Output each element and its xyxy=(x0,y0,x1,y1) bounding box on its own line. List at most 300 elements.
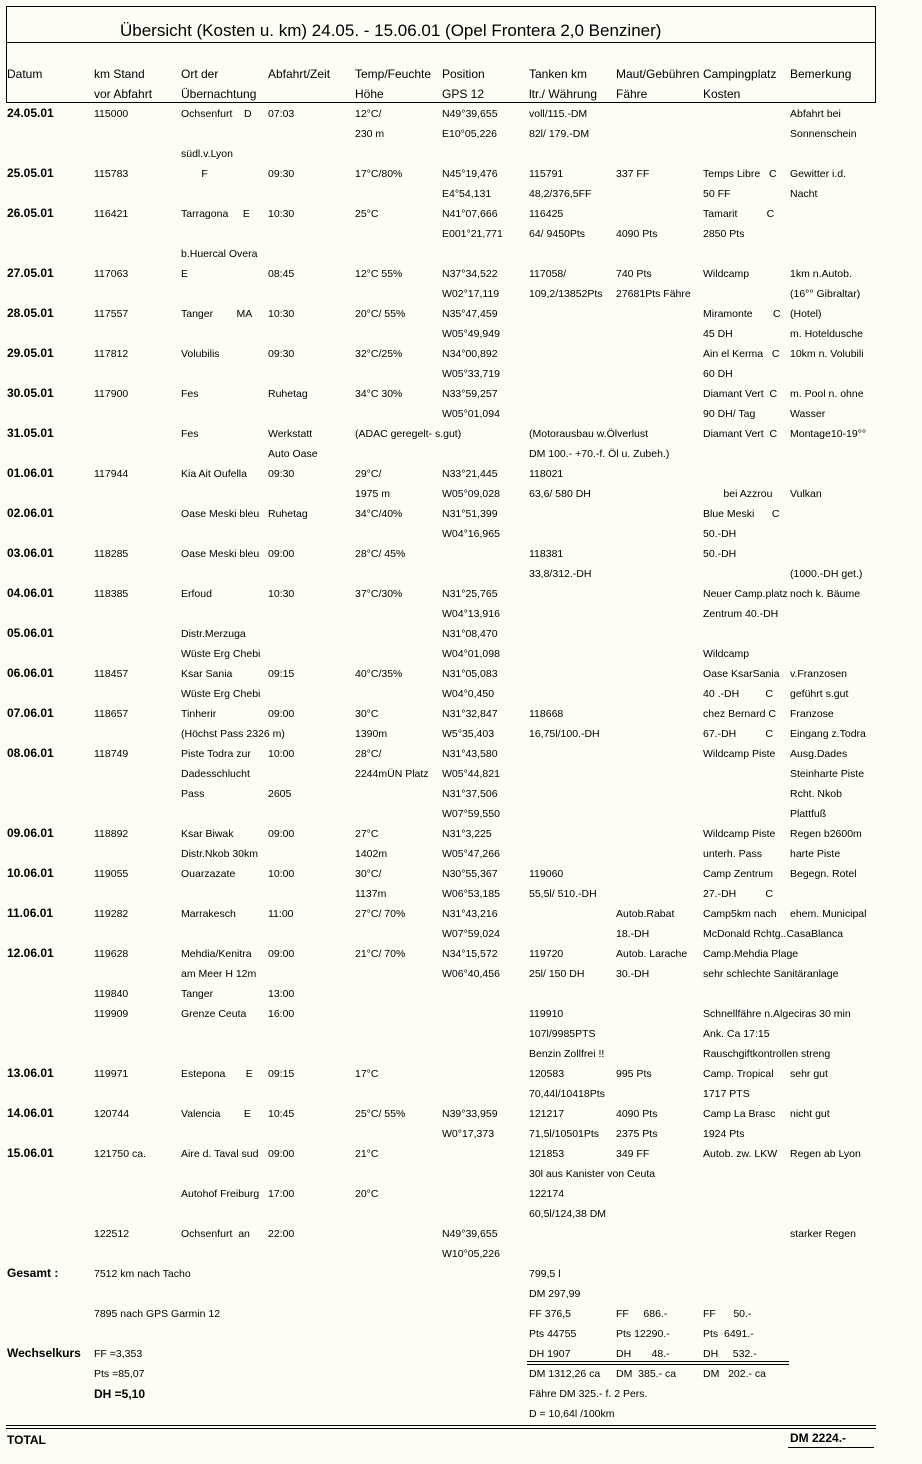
cell-fuel: 119060 xyxy=(529,868,564,880)
cell-temp: 25°C xyxy=(355,208,379,220)
cell-time: 07:03 xyxy=(268,108,295,120)
cell-km: FF =3,353 xyxy=(94,1348,143,1360)
cell-temp: 34°C/40% xyxy=(355,508,403,520)
cell-remark: Montage10-19°° xyxy=(790,428,867,440)
cell-camp: 67.-DH C xyxy=(703,728,774,740)
cell-fuel: 121217 xyxy=(529,1108,565,1120)
row-label: 07.06.01 xyxy=(7,706,54,720)
header-temp-l1: Temp/Feuchte xyxy=(355,67,432,81)
header-time-l1: Abfahrt/Zeit xyxy=(268,67,331,81)
header-fuel-l2: ltr./ Währung xyxy=(529,87,598,101)
cell-remark: Regen ab Lyon xyxy=(790,1148,861,1160)
total-value: DM 2224.- xyxy=(790,1431,847,1445)
cell-time: 22:00 xyxy=(268,1228,295,1240)
cell-place: Grenze Ceuta xyxy=(181,1008,247,1020)
cell-camp: FF 50.- xyxy=(703,1308,752,1320)
cell-camp: chez Bernard C xyxy=(703,708,776,720)
cell-remark: 1km n.Autob. xyxy=(790,268,852,280)
cell-place: Valencia E xyxy=(181,1108,251,1120)
cell-km: 122512 xyxy=(94,1228,130,1240)
cell-place: Dadesschlucht xyxy=(181,768,250,780)
cell-position: W04°0,450 xyxy=(442,688,495,700)
cell-remark: v.Franzosen xyxy=(790,668,847,680)
row-label: 31.05.01 xyxy=(7,426,54,440)
cell-place: südl.v.Lyon xyxy=(181,148,233,160)
cell-camp: 50.-DH xyxy=(703,548,737,560)
cell-fuel: 109,2/13852Pts xyxy=(529,288,603,300)
cell-fuel: 63,6/ 580 DH xyxy=(529,488,591,500)
cell-remark: Sonnenschein xyxy=(790,128,857,140)
cell-camp: Zentrum 40.-DH xyxy=(703,608,779,620)
cell-camp: Camp Zentrum xyxy=(703,868,774,880)
cell-camp: 1717 PTS xyxy=(703,1088,750,1100)
cell-place: Ksar Biwak xyxy=(181,828,234,840)
cell-camp: Rauschgiftkontrollen streng xyxy=(703,1048,831,1060)
cell-fuel: 33,8/312.-DH xyxy=(529,568,592,580)
cell-camp: DM 202.- ca xyxy=(703,1368,767,1380)
title-divider xyxy=(6,42,876,43)
cell-camp: Wildcamp xyxy=(703,648,750,660)
cell-toll: 27681Pts Fähre xyxy=(616,288,691,300)
cell-remark: noch k. Bäume xyxy=(790,588,861,600)
cell-km: 119055 xyxy=(94,868,129,880)
cell-place: Estepona E xyxy=(181,1068,253,1080)
row-label: 11.06.01 xyxy=(7,906,54,920)
cell-place: Aire d. Taval sud xyxy=(181,1148,259,1160)
cell-km: 121750 ca. xyxy=(94,1148,146,1160)
cell-time: Auto Oase xyxy=(268,448,318,460)
cell-km: DH =5,10 xyxy=(94,1387,146,1401)
cell-position: W05°01,094 xyxy=(442,408,500,420)
cell-remark: Regen b2600m xyxy=(790,828,862,840)
cell-toll: 349 FF xyxy=(616,1148,650,1160)
cell-km: 119282 xyxy=(94,908,129,920)
cell-fuel: DM 1312,26 ca xyxy=(529,1368,601,1380)
cell-fuel: 799,5 l xyxy=(529,1268,561,1280)
cell-position: N34°15,572 xyxy=(442,948,498,960)
cell-fuel: 116425 xyxy=(529,208,564,220)
cell-place: Ochsenfurt D xyxy=(181,108,252,120)
cell-position: N49°39,655 xyxy=(442,1228,498,1240)
total-underline xyxy=(788,1447,874,1448)
cell-camp: Oase KsarSania xyxy=(703,668,780,680)
cell-fuel: 55,5l/ 510.-DH xyxy=(529,888,597,900)
row-label: 28.05.01 xyxy=(7,306,54,320)
cell-camp: Diamant Vert C xyxy=(703,388,778,400)
header-remark-l1: Bemerkung xyxy=(790,67,852,81)
cell-camp: 45 DH xyxy=(703,328,733,340)
cell-camp: Camp. Tropical xyxy=(703,1068,774,1080)
cell-km: 7895 nach GPS Garmin 12 xyxy=(94,1308,221,1320)
cell-temp: 28°C/ xyxy=(355,748,382,760)
cell-camp: Wildcamp Piste xyxy=(703,828,776,840)
cell-position: N49°39,655 xyxy=(442,108,498,120)
cell-place: Tinherir xyxy=(181,708,217,720)
row-label: Gesamt : xyxy=(7,1266,59,1280)
cell-position: W10°05,226 xyxy=(442,1248,500,1260)
cell-time: 17:00 xyxy=(268,1188,295,1200)
cell-km: 117063 xyxy=(94,268,129,280)
cell-remark: m. Hoteldusche xyxy=(790,328,863,340)
cell-place: Oase Meski bleu xyxy=(181,548,260,560)
cell-camp: Camp La Brasc xyxy=(703,1108,776,1120)
cell-temp: 1402m xyxy=(355,848,388,860)
cell-km: Pts =85,07 xyxy=(94,1368,145,1380)
cell-km: 119628 xyxy=(94,948,129,960)
header-fuel-l1: Tanken km xyxy=(529,67,588,81)
cell-time: Ruhetag xyxy=(268,388,308,400)
header-place-l1: Ort der xyxy=(181,67,219,81)
cell-time: 11:00 xyxy=(268,908,294,920)
cell-place: Volubilis xyxy=(181,348,220,360)
sum-rule-2 xyxy=(527,1364,789,1365)
cell-fuel: 30l aus Kanister von Ceuta xyxy=(529,1168,656,1180)
cell-km: 119971 xyxy=(94,1068,129,1080)
row-label: 06.06.01 xyxy=(7,666,54,680)
cell-camp: Ain el Kerma C xyxy=(703,348,780,360)
cell-time: Ruhetag xyxy=(268,508,308,520)
cell-fuel: FF 376,5 xyxy=(529,1308,572,1320)
cell-camp: unterh. Pass xyxy=(703,848,762,860)
cell-temp: 34°C 30% xyxy=(355,388,403,400)
cell-fuel: DM 100.- +70.-f. Öl u. Zubeh.) xyxy=(529,448,670,460)
row-label: 30.05.01 xyxy=(7,386,54,400)
cell-position: N35°47,459 xyxy=(442,308,498,320)
cell-temp: 1137m xyxy=(355,888,387,900)
cell-temp: 29°C/ xyxy=(355,468,382,480)
total-rule-1 xyxy=(6,1425,876,1426)
cell-camp: Autob. zw. LKW xyxy=(703,1148,778,1160)
cell-position: N30°55,367 xyxy=(442,868,498,880)
cell-time: Werkstatt xyxy=(268,428,313,440)
row-label: 29.05.01 xyxy=(7,346,54,360)
cell-position: W5°35,403 xyxy=(442,728,495,740)
cell-camp: bei Azzrou xyxy=(703,488,773,500)
cell-toll: Autob.Rabat xyxy=(616,908,675,920)
cell-fuel: DM 297,99 xyxy=(529,1288,581,1300)
cell-temp: 17°C xyxy=(355,1068,379,1080)
cell-place: Tanger xyxy=(181,988,214,1000)
cell-fuel: 107l/9985PTS xyxy=(529,1028,596,1040)
cell-camp: 2850 Pts xyxy=(703,228,745,240)
frame-right xyxy=(875,6,876,103)
cell-toll: 30.-DH xyxy=(616,968,650,980)
cell-place: am Meer H 12m xyxy=(181,968,257,980)
cell-temp: 20°C/ 55% xyxy=(355,308,406,320)
cell-fuel: 82l/ 179.-DM xyxy=(529,128,590,140)
row-label: 13.06.01 xyxy=(7,1066,54,1080)
cell-temp: 20°C xyxy=(355,1188,379,1200)
cell-position: E10°05,226 xyxy=(442,128,497,140)
cell-km: 117900 xyxy=(94,388,129,400)
row-label: Wechselkurs xyxy=(7,1346,81,1360)
cell-toll: 18.-DH xyxy=(616,928,650,940)
cell-camp: Diamant Vert C xyxy=(703,428,778,440)
cell-temp: 12°C/ xyxy=(355,108,382,120)
cell-position: W04°13,916 xyxy=(442,608,500,620)
header-toll-l2: Fähre xyxy=(616,87,648,101)
cell-remark: Vulkan xyxy=(790,488,822,500)
cell-remark: Plattfuß xyxy=(790,808,827,820)
cell-position: W0°17,373 xyxy=(442,1128,495,1140)
cell-km: 118457 xyxy=(94,668,129,680)
row-label: 26.05.01 xyxy=(7,206,54,220)
cell-position: W04°01,098 xyxy=(442,648,500,660)
cell-place: b.Huercal Overa xyxy=(181,248,258,260)
cell-temp: 1390m xyxy=(355,728,388,740)
cell-position: N41°07,666 xyxy=(442,208,498,220)
frame-top xyxy=(6,6,876,7)
header-camp-l1: Campingplatz xyxy=(703,67,777,81)
cell-time: 10:00 xyxy=(268,868,295,880)
cell-place: F xyxy=(181,168,208,180)
cell-fuel: 71,5l/10501Pts xyxy=(529,1128,600,1140)
cell-place: Oase Meski bleu xyxy=(181,508,260,520)
cell-time: 09:00 xyxy=(268,708,295,720)
cell-km: 120744 xyxy=(94,1108,130,1120)
cell-camp: 60 DH xyxy=(703,368,733,380)
row-label: 09.06.01 xyxy=(7,826,54,840)
cell-place: Wüste Erg Chebi xyxy=(181,688,261,700)
cell-remark: Begegn. Rotel xyxy=(790,868,857,880)
cell-position: W06°40,456 xyxy=(442,968,500,980)
cell-position: N31°32,847 xyxy=(442,708,498,720)
cell-position: N31°37,506 xyxy=(442,788,498,800)
cell-temp: 30°C/ xyxy=(355,868,382,880)
cell-fuel: (Motorausbau w.Ölverlust xyxy=(529,428,649,440)
cell-place: Pass xyxy=(181,788,205,800)
cell-remark: Wasser xyxy=(790,408,826,420)
cell-camp: Miramonte C xyxy=(703,308,781,320)
cell-toll: 4090 Pts xyxy=(616,228,658,240)
cell-km: 7512 km nach Tacho xyxy=(94,1268,191,1280)
cell-km: 118657 xyxy=(94,708,129,720)
header-divider xyxy=(6,102,876,103)
cell-temp: 28°C/ 45% xyxy=(355,548,406,560)
cell-position: W02°17,119 xyxy=(442,288,500,300)
cell-km: 117812 xyxy=(94,348,129,360)
cell-fuel: 121853 xyxy=(529,1148,565,1160)
cell-km: 117944 xyxy=(94,468,129,480)
cell-remark: (1000.-DH get.) xyxy=(790,568,863,580)
cell-camp: 90 DH/ Tag xyxy=(703,408,756,420)
cell-fuel: D = 10,64l /100km xyxy=(529,1408,615,1420)
total-rule-2 xyxy=(6,1428,876,1429)
cell-remark: Ausg.Dades xyxy=(790,748,848,760)
cell-remark: nicht gut xyxy=(790,1108,830,1120)
cell-camp: 40 .-DH C xyxy=(703,688,774,700)
cell-temp: 2244mÜN Platz xyxy=(355,768,429,780)
cell-remark: Eingang z.Todra xyxy=(790,728,866,740)
header-temp-l2: Höhe xyxy=(355,87,384,101)
row-label: 14.06.01 xyxy=(7,1106,54,1120)
cell-position: N31°43,216 xyxy=(442,908,498,920)
cell-fuel: 60,5l/124,38 DM xyxy=(529,1208,607,1220)
cell-temp: 27°C xyxy=(355,828,379,840)
cell-time: 09:30 xyxy=(268,468,295,480)
header-position-l2: GPS 12 xyxy=(442,87,485,101)
total-label: TOTAL xyxy=(7,1433,46,1447)
row-label: 27.05.01 xyxy=(7,266,54,280)
row-label: 03.06.01 xyxy=(7,546,54,560)
cell-time: 09:30 xyxy=(268,168,295,180)
cell-fuel: 119910 xyxy=(529,1008,564,1020)
header-toll-l1: Maut/Gebühren xyxy=(616,67,700,81)
cell-km: 118892 xyxy=(94,828,129,840)
cell-position: N33°21,445 xyxy=(442,468,498,480)
cell-camp: Temps Libre C xyxy=(703,168,777,180)
cell-temp: (ADAC geregelt- s.gut) xyxy=(355,428,462,440)
row-label: 01.06.01 xyxy=(7,466,54,480)
cell-camp: Neuer Camp.platz xyxy=(703,588,788,600)
cell-km: 118385 xyxy=(94,588,129,600)
cell-temp: 17°C/80% xyxy=(355,168,403,180)
row-label: 15.06.01 xyxy=(7,1146,54,1160)
cell-position: N45°19,476 xyxy=(442,168,498,180)
row-label: 25.05.01 xyxy=(7,166,54,180)
cell-camp: Schnellfähre n.Algeciras 30 min xyxy=(703,1008,851,1020)
row-label: 24.05.01 xyxy=(7,106,54,120)
cell-km: 118749 xyxy=(94,748,129,760)
cell-camp: Tamarit C xyxy=(703,208,775,220)
cell-camp: DH 532.- xyxy=(703,1348,757,1360)
cell-remark: harte Piste xyxy=(790,848,841,860)
cell-time: 09:00 xyxy=(268,548,295,560)
cell-time: 09:00 xyxy=(268,1148,295,1160)
cell-temp: 21°C xyxy=(355,1148,379,1160)
cell-toll: 740 Pts xyxy=(616,268,652,280)
cell-camp: Wildcamp xyxy=(703,268,750,280)
cell-time: 08:45 xyxy=(268,268,295,280)
cell-time: 10:45 xyxy=(268,1108,295,1120)
cell-temp: 37°C/30% xyxy=(355,588,403,600)
cell-time: 09:30 xyxy=(268,348,295,360)
cell-camp: 1924 Pts xyxy=(703,1128,745,1140)
cell-time: 09:00 xyxy=(268,828,295,840)
cell-km: 119840 xyxy=(94,988,129,1000)
cell-time: 09:15 xyxy=(268,1068,295,1080)
cell-time: 10:30 xyxy=(268,208,295,220)
cell-place: E xyxy=(181,268,189,280)
cell-fuel: 117058/ xyxy=(529,268,567,280)
cell-place: Fes xyxy=(181,388,199,400)
header-camp-l2: Kosten xyxy=(703,87,741,101)
cell-position: W07°59,024 xyxy=(442,928,500,940)
cell-place: Kia Ait Oufella xyxy=(181,468,247,480)
cell-km: 119909 xyxy=(94,1008,129,1020)
cell-place: Fes xyxy=(181,428,199,440)
cell-position: E001°21,771 xyxy=(442,228,503,240)
cell-temp: 25°C/ 55% xyxy=(355,1108,406,1120)
cell-camp: Blue Meski C xyxy=(703,508,780,520)
cell-toll: DH 48.- xyxy=(616,1348,670,1360)
cell-toll: 337 FF xyxy=(616,168,650,180)
cell-place: Piste Todra zur xyxy=(181,748,251,760)
row-label: 02.06.01 xyxy=(7,506,54,520)
cell-temp: 40°C/35% xyxy=(355,668,403,680)
cell-position: W05°47,266 xyxy=(442,848,500,860)
cell-toll: FF 686.- xyxy=(616,1308,668,1320)
cell-temp: 230 m xyxy=(355,128,385,140)
cell-position: E4°54,131 xyxy=(442,188,492,200)
cell-time: 10:30 xyxy=(268,308,295,320)
cell-toll: Pts 12290.- xyxy=(616,1328,670,1340)
cell-temp: 12°C 55% xyxy=(355,268,403,280)
cell-toll: Autob. Larache xyxy=(616,948,688,960)
cell-time: 09:00 xyxy=(268,948,295,960)
cell-camp: 50 FF xyxy=(703,188,731,200)
cell-place: Ouarzazate xyxy=(181,868,236,880)
cell-fuel: 120583 xyxy=(529,1068,565,1080)
header-date-l1: Datum xyxy=(7,67,43,81)
cell-place: Distr.Nkob 30km xyxy=(181,848,259,860)
cell-place: Distr.Merzuga xyxy=(181,628,246,640)
cell-toll: DM 385.- ca xyxy=(616,1368,677,1380)
cell-place: Mehdia/Kenitra xyxy=(181,948,252,960)
cell-camp: Camp.Mehdia Plage xyxy=(703,948,799,960)
cell-position: W05°09,028 xyxy=(442,488,500,500)
cell-fuel: Pts 44755 xyxy=(529,1328,577,1340)
cell-fuel: 16,75l/100.-DH xyxy=(529,728,600,740)
cell-camp: Ank. Ca 17:15 xyxy=(703,1028,770,1040)
row-label: 04.06.01 xyxy=(7,586,54,600)
row-label: 05.06.01 xyxy=(7,626,54,640)
cell-fuel: Fähre DM 325.- f. 2 Pers. xyxy=(529,1388,648,1400)
cell-km: 115000 xyxy=(94,108,129,120)
cell-remark: geführt s.gut xyxy=(790,688,849,700)
cell-position: W07°59,550 xyxy=(442,808,500,820)
cell-temp: 21°C/ 70% xyxy=(355,948,406,960)
cell-camp: Camp5km nach xyxy=(703,908,777,920)
cell-remark: 10km n. Volubili xyxy=(790,348,864,360)
cell-time: 16:00 xyxy=(268,1008,295,1020)
cell-place: Tarragona E xyxy=(181,208,250,220)
cell-position: W05°49,949 xyxy=(442,328,500,340)
cell-position: W05°33,719 xyxy=(442,368,500,380)
cell-temp: 30°C xyxy=(355,708,379,720)
cell-time: 2605 xyxy=(268,788,292,800)
cell-temp: 32°C/25% xyxy=(355,348,403,360)
cell-fuel: 119720 xyxy=(529,948,564,960)
header-km-l2: vor Abfahrt xyxy=(94,87,153,101)
cell-remark: Steinharte Piste xyxy=(790,768,865,780)
cell-camp: McDonald Rchtg..CasaBlanca xyxy=(703,928,844,940)
cell-position: W06°53,185 xyxy=(442,888,500,900)
cell-position: N37°34,522 xyxy=(442,268,498,280)
cell-fuel: 25l/ 150 DH xyxy=(529,968,585,980)
row-label: 08.06.01 xyxy=(7,746,54,760)
cell-fuel: 118668 xyxy=(529,708,564,720)
sum-rule-1 xyxy=(527,1361,789,1362)
cell-km: 117557 xyxy=(94,308,129,320)
cell-toll: 4090 Pts xyxy=(616,1108,658,1120)
cell-position: N31°3,225 xyxy=(442,828,492,840)
cell-place: Marrakesch xyxy=(181,908,236,920)
cell-remark: starker Regen xyxy=(790,1228,856,1240)
cell-km: 118285 xyxy=(94,548,129,560)
cell-position: N31°05,083 xyxy=(442,668,498,680)
cell-km: 115783 xyxy=(94,168,129,180)
cell-place: Erfoud xyxy=(181,588,212,600)
cell-remark: Gewitter i.d. xyxy=(790,168,847,180)
cell-time: 09:15 xyxy=(268,668,295,680)
cell-position: N33°59,257 xyxy=(442,388,498,400)
header-place-l2: Übernachtung xyxy=(181,87,257,101)
cell-time: 13:00 xyxy=(268,988,295,1000)
cell-fuel: DH 1907 xyxy=(529,1348,571,1360)
cell-fuel: 118021 xyxy=(529,468,564,480)
cell-camp: 27.-DH C xyxy=(703,888,774,900)
